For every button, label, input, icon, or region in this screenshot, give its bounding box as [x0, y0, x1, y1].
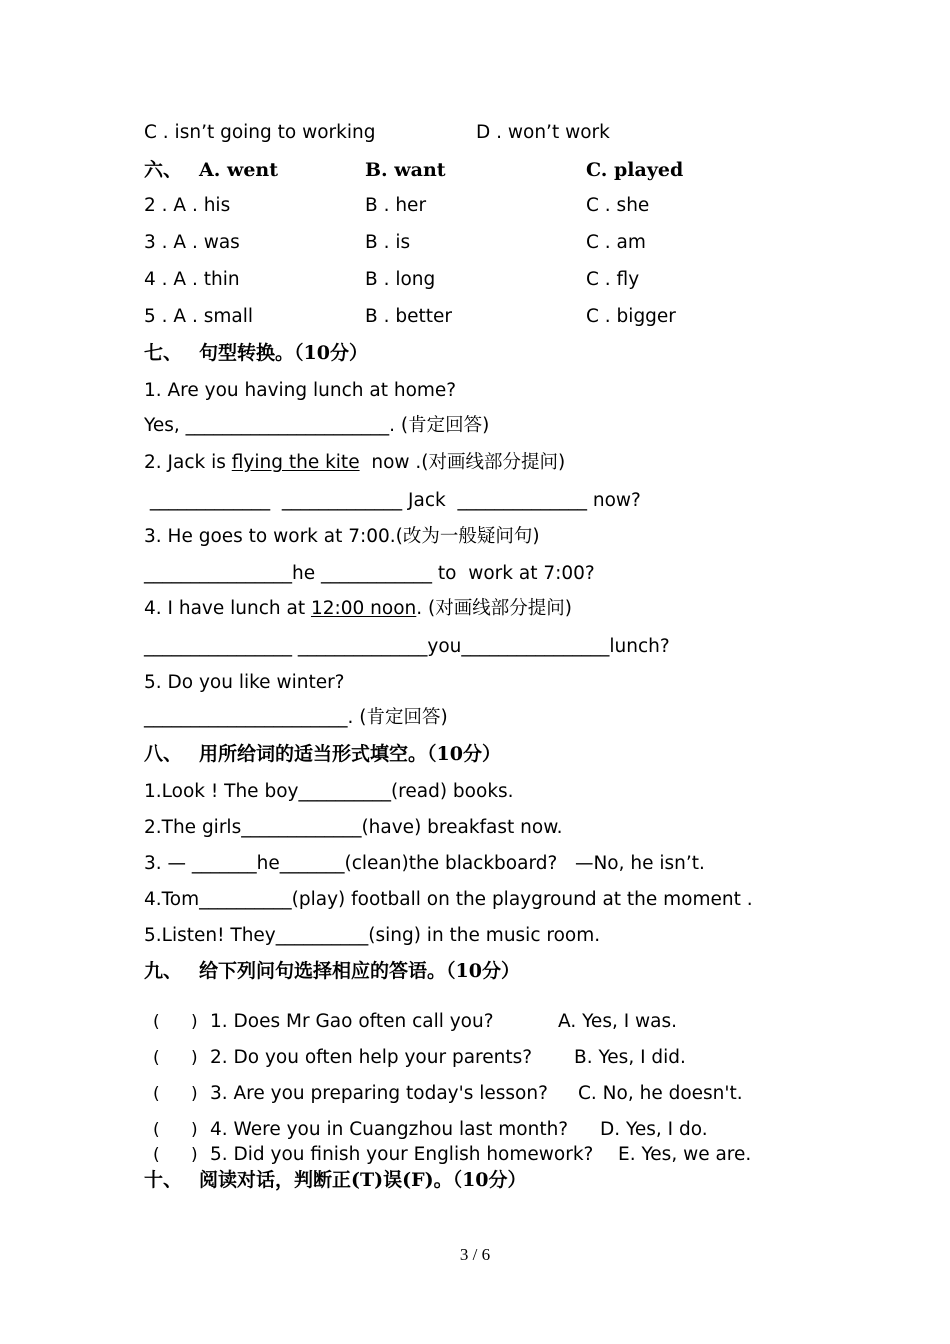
- s9-answer-d: D. Yes, I do.: [600, 1119, 708, 1140]
- section-9-number: 九、: [144, 960, 183, 982]
- answer-bracket-close: ): [191, 1048, 198, 1068]
- section-6-option-a: A. went: [199, 159, 279, 181]
- s6-row2-a: 2 . A . his: [144, 195, 231, 216]
- s6-row4-a: 4 . A . thin: [144, 269, 240, 290]
- answer-bracket-open: (: [153, 1048, 160, 1068]
- s7-q3-answer: ________________he ____________ to work at 7:00?: [144, 563, 595, 584]
- s9-answer-a: A. Yes, I was.: [558, 1011, 678, 1032]
- answer-bracket-open: (: [153, 1012, 160, 1032]
- answer-bracket-open: (: [153, 1145, 160, 1165]
- s9-question-2: 2. Do you often help your parents?: [210, 1047, 533, 1068]
- s7-q5: 5. Do you like winter?: [144, 672, 345, 693]
- section-9-title: 给下列问句选择相应的答语。（10分）: [199, 960, 520, 982]
- s7-q1: 1. Are you having lunch at home?: [144, 380, 457, 401]
- s9-question-3: 3. Are you preparing today's lesson?: [210, 1083, 548, 1104]
- s7-q4-suffix: . (对画线部分提问): [416, 598, 572, 619]
- answer-bracket-open: (: [153, 1084, 160, 1104]
- s6-row2-b: B . her: [365, 195, 427, 216]
- s8-item-2: 2.The girls_____________(have) breakfast now.: [144, 817, 563, 838]
- s7-q2: [144, 454, 565, 473]
- s6-row5-c: C . bigger: [586, 306, 676, 327]
- section-6-option-b: B. want: [365, 159, 446, 181]
- s8-item-3: 3. — _______he_______(clean)the blackboard? —No, he isn’t.: [144, 853, 705, 874]
- answer-bracket-open: (: [153, 1120, 160, 1140]
- s6-row5-a: 5 . A . small: [144, 306, 253, 327]
- s7-q4-answer: ________________ ______________you________________lunch?: [144, 636, 670, 657]
- s7-q2-answer: _____________ _____________ Jack ______________ now?: [144, 490, 641, 511]
- section-10-number: 十、: [144, 1169, 183, 1191]
- option-c-line: C . isn’t going to working: [144, 122, 376, 143]
- s7-q3: 3. He goes to work at 7:00.(改为一般疑问句): [144, 526, 540, 547]
- s7-q5-answer: ______________________. (肯定回答): [144, 707, 448, 728]
- s9-question-1: 1. Does Mr Gao often call you?: [210, 1011, 494, 1032]
- s8-item-4: 4.Tom__________(play) football on the playground at the moment .: [144, 889, 753, 910]
- s7-q4-underlined: 12:00 noon: [310, 598, 417, 619]
- answer-bracket-close: ): [191, 1145, 198, 1165]
- section-8-number: 八、: [144, 743, 183, 765]
- section-6-option-c: C. played: [586, 159, 684, 181]
- s6-row3-b: B . is: [365, 232, 411, 253]
- s8-item-1: 1.Look ! The boy__________(read) books.: [144, 781, 514, 802]
- s6-row5-b: B . better: [365, 306, 452, 327]
- s9-question-5: 5. Did you finish your English homework?: [210, 1144, 594, 1165]
- s7-q2-suffix: now .(对画线部分提问): [359, 452, 566, 473]
- s7-q1-answer: Yes, ______________________. (肯定回答): [144, 415, 490, 436]
- s9-question-4: 4. Were you in Cuangzhou last month?: [210, 1119, 569, 1140]
- s9-answer-c: C. No, he doesn't.: [578, 1083, 743, 1104]
- section-8-title: 用所给词的适当形式填空。（10分）: [199, 743, 501, 765]
- section-7-number: 七、: [144, 342, 183, 364]
- s7-q4-prefix: 4. I have lunch at: [144, 598, 311, 619]
- s6-row4-b: B . long: [365, 269, 436, 290]
- s8-item-5: 5.Listen! They__________(sing) in the music room.: [144, 925, 601, 946]
- answer-bracket-close: ): [191, 1012, 198, 1032]
- s9-answer-b: B. Yes, I did.: [574, 1047, 686, 1068]
- section-10-title: 阅读对话，判断正(T)误(F)。（10分）: [199, 1169, 527, 1191]
- section-7-title: 句型转换。（10分）: [199, 342, 368, 364]
- option-d-line: D . won’t work: [476, 122, 610, 143]
- section-6-number: 六、: [144, 159, 183, 181]
- s7-q2-prefix: 2. Jack is: [144, 452, 232, 473]
- s6-row2-c: C . she: [586, 195, 650, 216]
- s6-row4-c: C . fly: [586, 269, 640, 290]
- page-number: 3 / 6: [459, 1245, 491, 1264]
- answer-bracket-close: ): [191, 1120, 198, 1140]
- s7-q2-underlined: flying the kite: [231, 452, 360, 473]
- s6-row3-c: C . am: [586, 232, 646, 253]
- s9-answer-e: E. Yes, we are.: [618, 1144, 752, 1165]
- s6-row3-a: 3 . A . was: [144, 232, 240, 253]
- answer-bracket-close: ): [191, 1084, 198, 1104]
- s7-q4: [144, 600, 572, 619]
